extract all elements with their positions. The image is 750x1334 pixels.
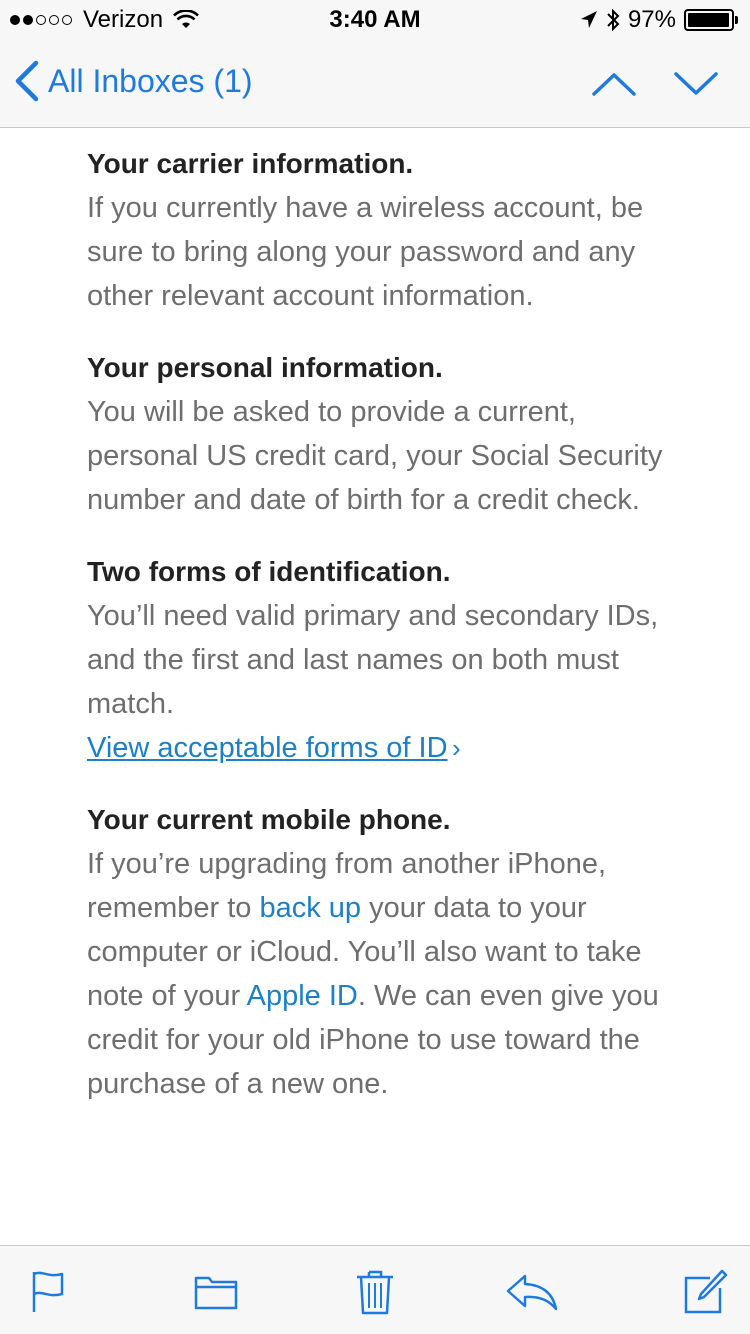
section-body: If you currently have a wireless account, be sure to bring along your password and any other relevant account information. [87, 192, 644, 312]
carrier-name: Verizon [83, 6, 164, 33]
status-bar [0, 0, 750, 40]
reply-icon [505, 1272, 559, 1312]
battery-icon [684, 9, 738, 31]
bottom-toolbar [0, 1245, 750, 1334]
body-text: . We can even give you credit for your old iPhone to use toward the purchase of a new one. [87, 980, 659, 1100]
compose-button[interactable] [676, 1264, 732, 1320]
navigation-bar [0, 40, 750, 128]
email-section [87, 798, 687, 1106]
trash-button[interactable] [347, 1264, 403, 1320]
message-navigation [560, 66, 724, 102]
section-body: You’ll need valid primary and secondary IDs, and the first and last names on both must match. [87, 600, 659, 720]
battery-percentage: 97% [627, 6, 676, 33]
flag-button[interactable] [20, 1264, 76, 1320]
bluetooth-icon [606, 8, 620, 32]
status-right [572, 6, 738, 34]
chevron-right-icon: › [451, 733, 461, 763]
battery-fill [688, 13, 729, 27]
section-body: You will be asked to provide a current, personal US credit card, your Social Security number and date of birth for a credit check. [87, 396, 663, 516]
acceptable-id-link-row [87, 726, 687, 770]
status-time: 3:40 AM [329, 6, 421, 33]
section-title: Your current mobile phone. [87, 804, 451, 835]
folder-icon [193, 1272, 239, 1312]
body-text: If you’re upgrading from another iPhone, remember to [87, 848, 607, 924]
acceptable-id-link[interactable]: View acceptable forms of ID [87, 732, 448, 764]
previous-message-button[interactable] [586, 66, 642, 102]
chevron-up-icon [591, 71, 637, 97]
body-text: your data to your computer or iCloud. You’ll also want to take note of your [87, 892, 642, 1012]
email-body [87, 128, 687, 1106]
chevron-down-icon [673, 71, 719, 97]
section-title: Two forms of identification. [87, 556, 451, 587]
back-button[interactable] [14, 60, 253, 102]
flag-icon [28, 1270, 68, 1314]
section-body [87, 842, 687, 1106]
back-button-label: All Inboxes (1) [48, 62, 253, 99]
compose-icon [680, 1268, 728, 1316]
location-arrow-icon [580, 10, 598, 30]
move-to-folder-button[interactable] [188, 1264, 244, 1320]
trash-icon [355, 1268, 395, 1316]
reply-button[interactable] [504, 1264, 560, 1320]
chevron-left-icon [14, 60, 40, 102]
email-section [87, 142, 687, 318]
apple-id-link[interactable]: Apple ID [246, 980, 358, 1012]
section-title: Your carrier information. [87, 148, 414, 179]
section-title: Your personal information. [87, 352, 443, 383]
email-section [87, 550, 687, 770]
next-message-button[interactable] [668, 66, 724, 102]
email-section [87, 346, 687, 522]
back-up-link[interactable]: back up [259, 892, 362, 924]
